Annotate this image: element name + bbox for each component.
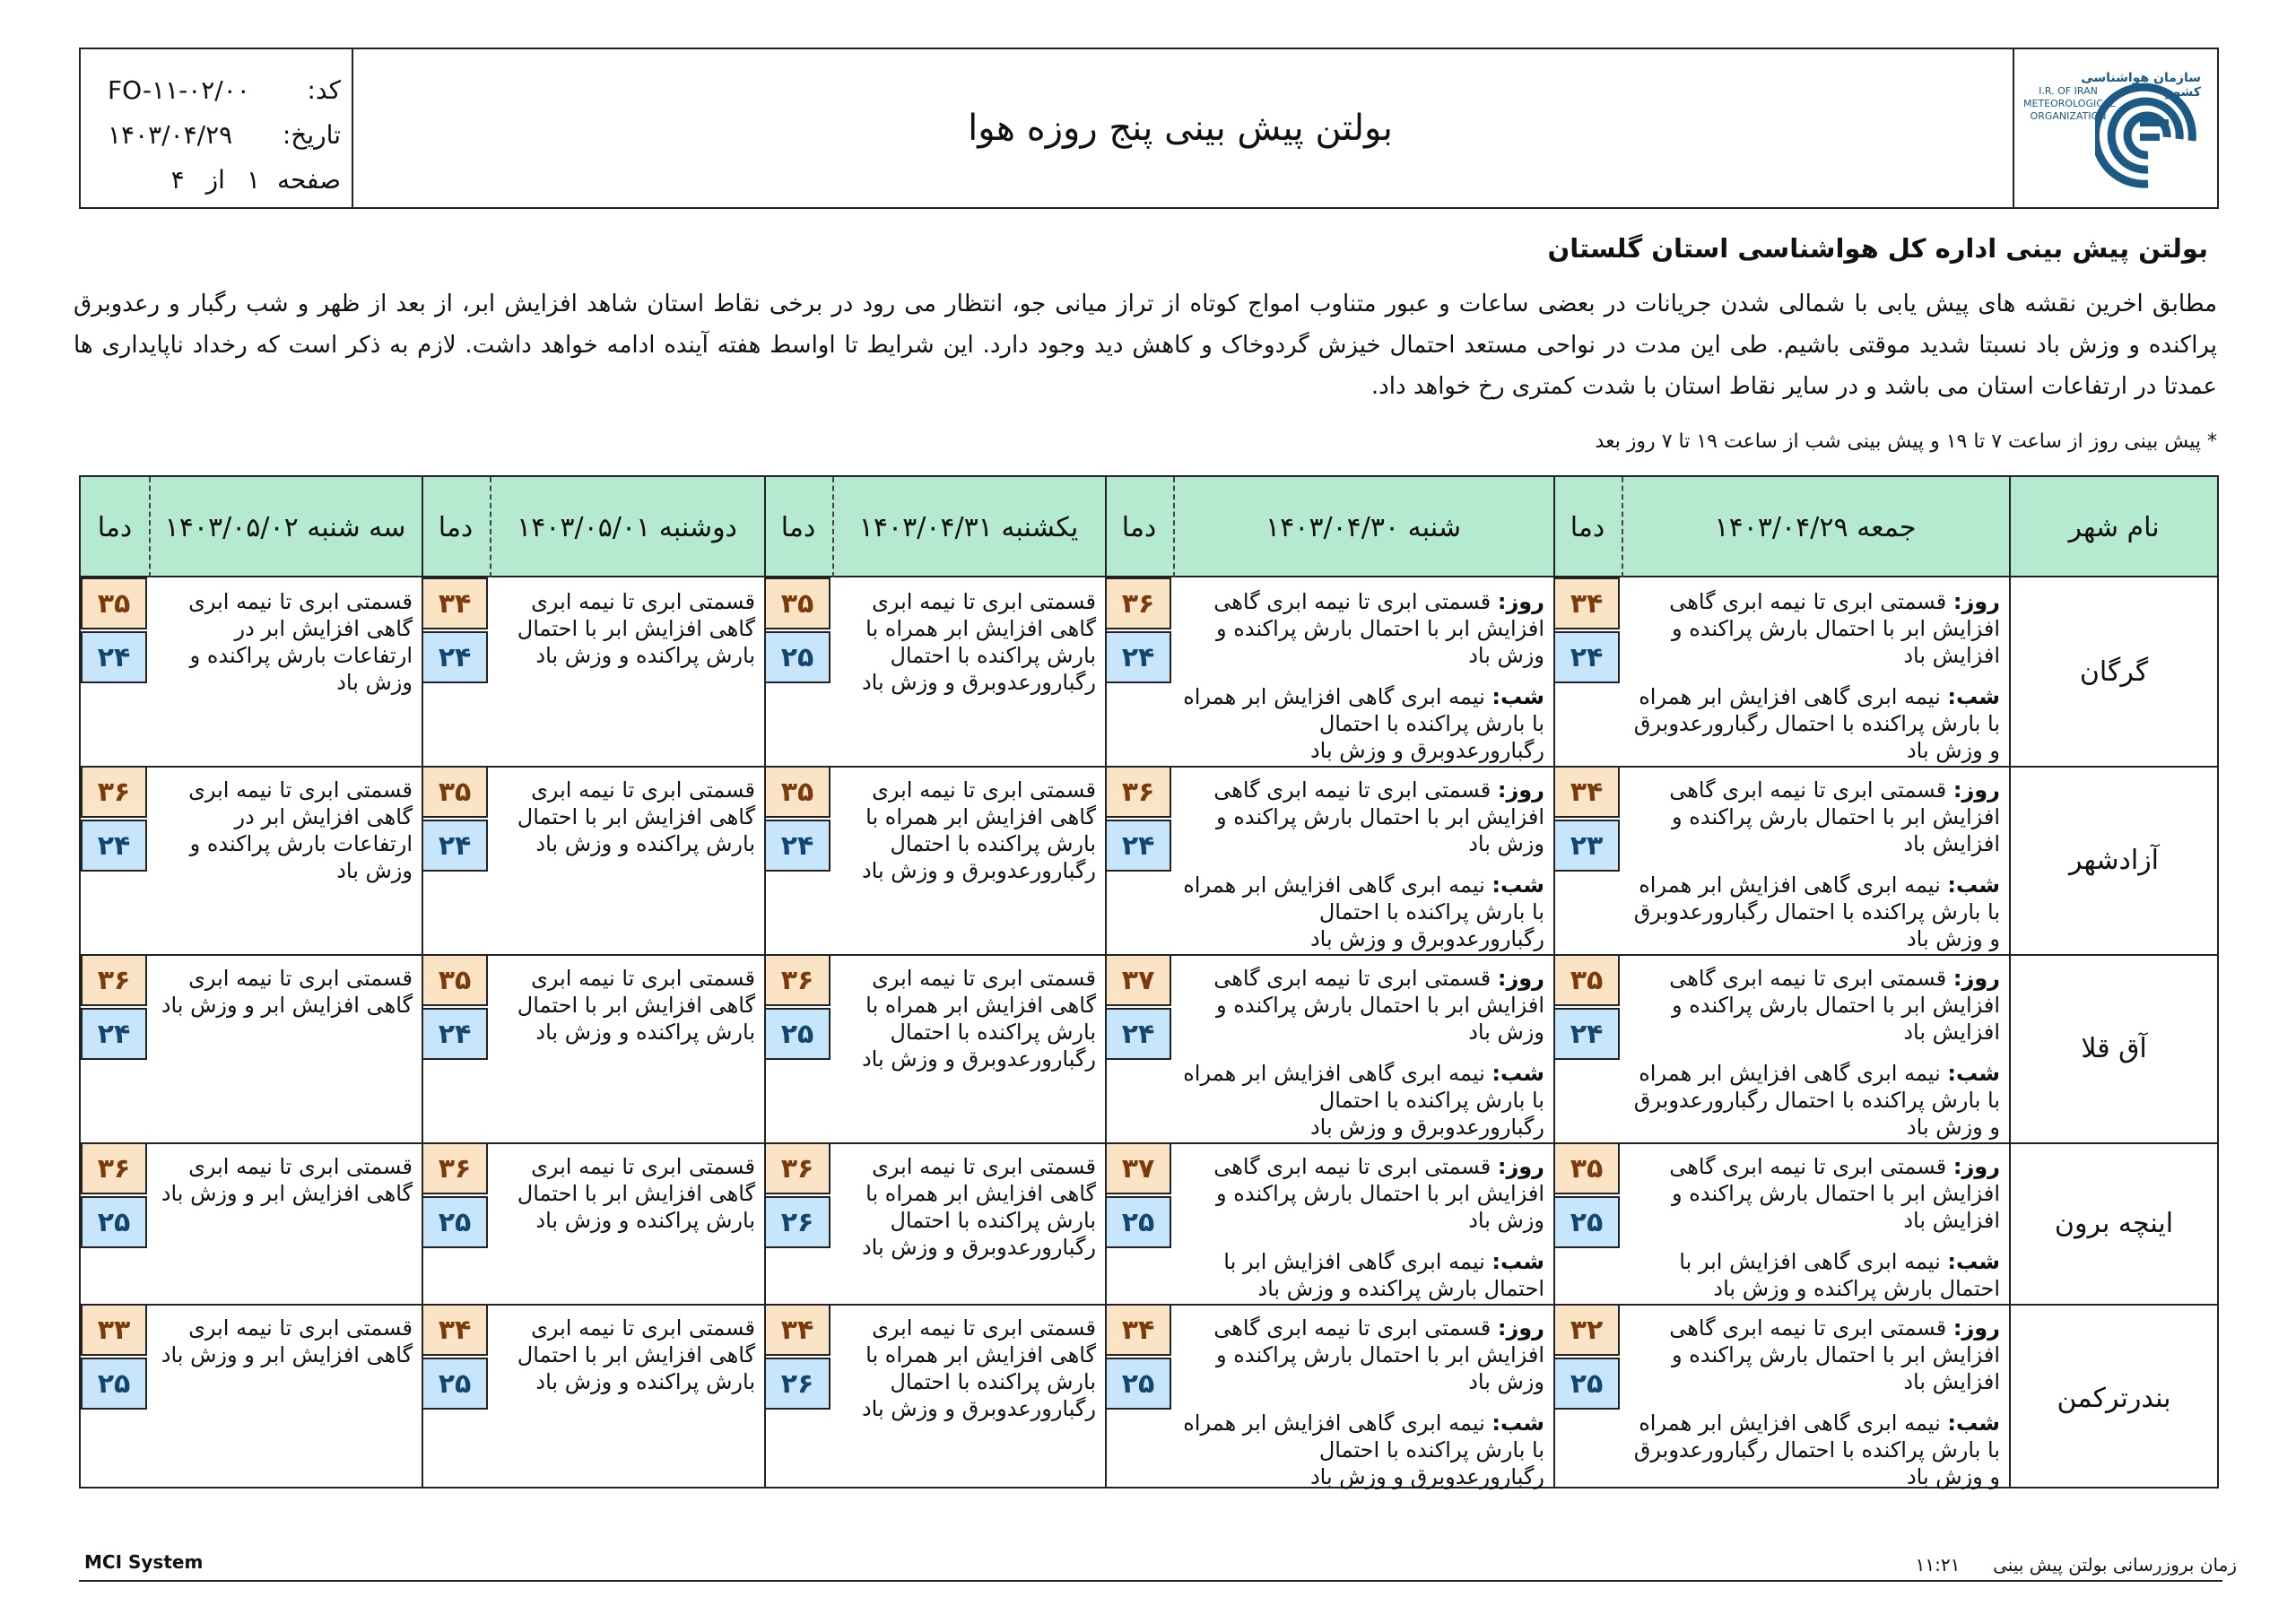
forecast-time-note: * پیش بینی روز از ساعت ۷ تا ۱۹ و پیش بینی شب از ساعت ۱۹ تا ۷ روز بعد [1595, 430, 2217, 453]
night-label: شب: [1492, 1249, 1544, 1274]
day-label: روز: [1497, 1154, 1544, 1179]
min-temperature: ۲۵ [764, 631, 831, 683]
max-temperature: ۳۴ [422, 577, 488, 629]
forecast-text: قسمتی ابری تا نیمه ابری گاهی افزایش ابر همراه با بارش پراکنده با احتمال رگبارورعدوبرق و وزش باد [861, 589, 1096, 695]
logo-spiral-icon [2095, 69, 2201, 193]
max-temperature: ۳۶ [81, 954, 147, 1006]
day-label: روز: [1497, 777, 1544, 803]
day-forecast [1629, 588, 2000, 669]
section-heading: بولتن پیش بینی اداره کل هواشناسی استان گلستان [1547, 233, 2208, 264]
irimo-logo [2022, 58, 2201, 202]
min-temperature: ۲۴ [81, 1008, 147, 1060]
code-label: کد: [307, 74, 341, 105]
night-forecast-text: نیمه ابری گاهی افزایش ابر همراه با بارش پراکنده با احتمال رگبارورعدوبرق و وزش باد [1633, 1061, 2000, 1140]
bulletin-header [79, 48, 2219, 209]
day-label: روز: [1952, 589, 2000, 614]
forecast-text [1180, 965, 1544, 1141]
forecast-text [1629, 1153, 2000, 1302]
min-temperature: ۲۴ [1553, 631, 1620, 683]
date-value: ۱۴۰۳/۰۴/۲۹ [108, 119, 233, 150]
day-forecast [1629, 1153, 2000, 1234]
logo-text-fa: سازمان هواشناسی کشور [2081, 71, 2201, 100]
day-forecast [1629, 965, 2000, 1046]
night-forecast-text: نیمه ابری گاهی افزایش ابر همراه با بارش پراکنده با احتمال رگبارورعدوبرق و وزش باد [1183, 1410, 1544, 1489]
synoptic-summary: مطابق اخرین نقشه های پیش یابی با شمالی شدن جریانات در بعضی ساعات و عبور متناوب امواج کوتاه از تراز میانی جو، انتظار می رود در برخی نقاط استان شاهد افزایش ابر، از بعد از ظهر و شب رگبار و رعدوبرق پراکنده و وزش باد نسبتا شدید موقتی باشیم. طی این مدت در نواحی مستعد احتمال خیزش گردوخاک و کاهش دید وجود دارد. این شرایط تا اواسط هفته آینده ادامه خواهد داشت. لازم به ذکر است که رخداد ناپایداری ها عمدتا در ارتفاعات استان می باشد و در سایر نقاط استان با شدت کمتری رخ خواهد داد. [74, 291, 2217, 400]
day-forecast [1629, 777, 2000, 857]
day-column-header: یکشنبه ۱۴۰۳/۰۴/۳۱ [858, 511, 1079, 543]
footer-system: MCI System [84, 1551, 204, 1573]
max-temperature: ۳۶ [1105, 766, 1171, 818]
temp-column-header: دما [1121, 511, 1157, 543]
night-forecast-text: نیمه ابری گاهی افزایش ابر همراه با بارش پراکنده با احتمال رگبارورعدوبرق و وزش باد [1633, 1410, 2000, 1489]
night-forecast-text: نیمه ابری گاهی افزایش ابر همراه با بارش پراکنده با احتمال رگبارورعدوبرق و وزش باد [1633, 872, 2000, 951]
min-temperature: ۲۶ [764, 1196, 831, 1248]
logo-text-en: I.R. OF IRAN METEOROLOGICAL ORGANIZATION [2023, 85, 2116, 122]
page-label: صفحه [276, 164, 341, 195]
min-temperature: ۲۳ [1553, 820, 1620, 872]
min-temperature: ۲۴ [81, 820, 147, 872]
day-label: روز: [1952, 966, 2000, 991]
day-forecast [1180, 1153, 1544, 1234]
max-temperature: ۳۲ [1553, 1304, 1620, 1356]
night-label: شب: [1947, 1410, 2000, 1436]
forecast-table [79, 475, 2219, 1488]
day-forecast-text: قسمتی ابری تا نیمه ابری گاهی افزایش ابر با احتمال بارش پراکنده و وزش باد [1213, 1154, 1544, 1233]
forecast-text: قسمتی ابری تا نیمه ابری گاهی افزایش ابر همراه با بارش پراکنده با احتمال رگبارورعدوبرق و وزش باد [861, 1315, 1096, 1421]
day-column-header: سه شنبه ۱۴۰۳/۰۵/۰۲ [164, 511, 406, 543]
day-forecast-text: قسمتی ابری تا نیمه ابری گاهی افزایش ابر با احتمال بارش پراکنده و وزش باد [1213, 966, 1544, 1045]
night-forecast [1180, 1248, 1544, 1302]
night-forecast [1180, 872, 1544, 952]
min-temperature: ۲۵ [81, 1358, 147, 1410]
page-of: از [205, 164, 225, 195]
max-temperature: ۳۴ [1105, 1304, 1171, 1356]
max-temperature: ۳۶ [81, 766, 147, 818]
min-temperature: ۲۴ [1105, 1008, 1171, 1060]
day-label: روز: [1497, 1315, 1544, 1341]
forecast-text: قسمتی ابری تا نیمه ابری گاهی افزایش ابر و وزش باد [161, 1154, 413, 1206]
day-forecast-text: قسمتی ابری تا نیمه ابری گاهی افزایش ابر با احتمال بارش پراکنده و افزایش باد [1669, 1315, 2000, 1394]
night-forecast-text: نیمه ابری گاهی افزایش ابر همراه با بارش پراکنده با احتمال رگبارورعدوبرق و وزش باد [1183, 1061, 1544, 1140]
day-forecast [1629, 1315, 2000, 1395]
city-name: بندرترکمن [2057, 1382, 2171, 1414]
forecast-text: قسمتی ابری تا نیمه ابری گاهی افزایش ابر و وزش باد [161, 966, 413, 1018]
min-temperature: ۲۴ [422, 1008, 488, 1060]
day-forecast-text: قسمتی ابری تا نیمه ابری گاهی افزایش ابر با احتمال بارش پراکنده و افزایش باد [1669, 589, 2000, 668]
max-temperature: ۳۵ [81, 577, 147, 629]
max-temperature: ۳۴ [764, 1304, 831, 1356]
night-label: شب: [1947, 1061, 2000, 1086]
night-forecast [1629, 683, 2000, 764]
document-meta [108, 67, 341, 202]
day-label: روز: [1497, 589, 1544, 614]
forecast-text: قسمتی ابری تا نیمه ابری گاهی افزایش ابر با احتمال بارش پراکنده و وزش باد [517, 777, 755, 856]
night-label: شب: [1947, 1249, 2000, 1274]
day-label: روز: [1952, 1154, 2000, 1179]
night-forecast-text: نیمه ابری گاهی افزایش ابر همراه با بارش پراکنده با احتمال رگبارورعدوبرق و وزش باد [1183, 872, 1544, 951]
forecast-text [1180, 1315, 1544, 1490]
min-temperature: ۲۴ [764, 820, 831, 872]
max-temperature: ۳۶ [1105, 577, 1171, 629]
min-temperature: ۲۵ [422, 1196, 488, 1248]
night-forecast-text: نیمه ابری گاهی افزایش ابر همراه با بارش پراکنده با احتمال رگبارورعدوبرق و وزش باد [1633, 684, 2000, 763]
day-forecast [1180, 1315, 1544, 1395]
night-forecast-text: نیمه ابری گاهی افزایش ابر با احتمال بارش پراکنده و وزش باد [1223, 1249, 1544, 1301]
max-temperature: ۳۶ [81, 1142, 147, 1194]
min-temperature: ۲۵ [1553, 1196, 1620, 1248]
forecast-text: قسمتی ابری تا نیمه ابری گاهی افزایش ابر همراه با بارش پراکنده با احتمال رگبارورعدوبرق و وزش باد [861, 1154, 1096, 1260]
temp-column-header: دما [438, 511, 474, 543]
forecast-text: قسمتی ابری تا نیمه ابری گاهی افزایش ابر با احتمال بارش پراکنده و وزش باد [517, 1315, 755, 1394]
forecast-text [1629, 965, 2000, 1141]
forecast-text: قسمتی ابری تا نیمه ابری گاهی افزایش ابر در ارتفاعات بارش پراکنده و وزش باد [188, 589, 413, 695]
max-temperature: ۳۴ [1553, 766, 1620, 818]
min-temperature: ۲۵ [1105, 1196, 1171, 1248]
min-temperature: ۲۴ [1105, 820, 1171, 872]
city-name: آق قلا [2081, 1032, 2147, 1064]
forecast-text [1629, 588, 2000, 764]
header-divider [2013, 49, 2014, 207]
min-temperature: ۲۵ [422, 1358, 488, 1410]
min-temperature: ۲۶ [764, 1358, 831, 1410]
min-temperature: ۲۵ [81, 1196, 147, 1248]
min-temperature: ۲۴ [81, 631, 147, 683]
max-temperature: ۳۵ [1553, 1142, 1620, 1194]
day-forecast [1180, 588, 1544, 669]
bulletin-title: بولتن پیش بینی پنج روزه هوا [968, 108, 1393, 149]
max-temperature: ۳۵ [764, 577, 831, 629]
city-name: اینچه برون [2054, 1207, 2174, 1239]
max-temperature: ۳۷ [1105, 1142, 1171, 1194]
max-temperature: ۳۵ [422, 766, 488, 818]
day-column-header: دوشنبه ۱۴۰۳/۰۵/۰۱ [517, 511, 737, 543]
night-forecast [1180, 1060, 1544, 1141]
day-forecast-text: قسمتی ابری تا نیمه ابری گاهی افزایش ابر با احتمال بارش پراکنده و افزایش باد [1669, 777, 2000, 856]
day-forecast-text: قسمتی ابری تا نیمه ابری گاهی افزایش ابر با احتمال بارش پراکنده و افزایش باد [1669, 966, 2000, 1045]
city-column-header: نام شهر [2068, 511, 2160, 543]
night-forecast [1180, 1410, 1544, 1490]
update-label: زمان بروزرسانی بولتن پیش بینی [1993, 1554, 2237, 1575]
night-forecast-text: نیمه ابری گاهی افزایش ابر با احتمال بارش پراکنده و وزش باد [1679, 1249, 2000, 1301]
forecast-text [1180, 777, 1544, 952]
night-forecast [1629, 1410, 2000, 1490]
day-forecast-text: قسمتی ابری تا نیمه ابری گاهی افزایش ابر با احتمال بارش پراکنده و افزایش باد [1669, 1154, 2000, 1233]
forecast-text: قسمتی ابری تا نیمه ابری گاهی افزایش ابر با احتمال بارش پراکنده و وزش باد [517, 966, 755, 1045]
min-temperature: ۲۵ [764, 1008, 831, 1060]
city-name: آزادشهر [2068, 844, 2160, 876]
forecast-text [1629, 1315, 2000, 1490]
min-temperature: ۲۵ [1553, 1358, 1620, 1410]
max-temperature: ۳۵ [422, 954, 488, 1006]
temp-column-header: دما [780, 511, 816, 543]
day-column-header: شنبه ۱۴۰۳/۰۴/۳۰ [1265, 511, 1461, 543]
footer-update [1916, 1554, 2237, 1575]
night-forecast [1629, 872, 2000, 952]
max-temperature: ۳۳ [81, 1304, 147, 1356]
night-forecast [1629, 1248, 2000, 1302]
code-value: FO-۱۱-۰۲/۰۰ [108, 74, 250, 105]
max-temperature: ۳۶ [764, 954, 831, 1006]
temp-column-header: دما [97, 511, 133, 543]
forecast-text: قسمتی ابری تا نیمه ابری گاهی افزایش ابر با احتمال بارش پراکنده و وزش باد [517, 1154, 755, 1233]
day-forecast [1180, 777, 1544, 857]
forecast-text: قسمتی ابری تا نیمه ابری گاهی افزایش ابر همراه با بارش پراکنده با احتمال رگبارورعدوبرق و وزش باد [861, 777, 1096, 883]
forecast-text [1180, 1153, 1544, 1302]
max-temperature: ۳۶ [422, 1142, 488, 1194]
night-label: شب: [1947, 872, 2000, 898]
night-label: شب: [1492, 872, 1544, 898]
night-forecast-text: نیمه ابری گاهی افزایش ابر همراه با بارش پراکنده با احتمال رگبارورعدوبرق و وزش باد [1183, 684, 1544, 763]
day-forecast-text: قسمتی ابری تا نیمه ابری گاهی افزایش ابر با احتمال بارش پراکنده و وزش باد [1213, 777, 1544, 856]
min-temperature: ۲۴ [1105, 631, 1171, 683]
footer-rule [79, 1580, 2222, 1582]
day-label: روز: [1952, 1315, 2000, 1341]
min-temperature: ۲۵ [1105, 1358, 1171, 1410]
night-label: شب: [1947, 684, 2000, 709]
city-name: گرگان [2079, 655, 2149, 688]
max-temperature: ۳۵ [1553, 954, 1620, 1006]
forecast-text: قسمتی ابری تا نیمه ابری گاهی افزایش ابر همراه با بارش پراکنده با احتمال رگبارورعدوبرق و وزش باد [861, 966, 1096, 1072]
forecast-text [1629, 777, 2000, 952]
day-label: روز: [1952, 777, 2000, 803]
max-temperature: ۳۶ [764, 1142, 831, 1194]
min-temperature: ۲۴ [422, 820, 488, 872]
day-column-header: جمعه ۱۴۰۳/۰۴/۲۹ [1714, 511, 1917, 543]
night-label: شب: [1492, 1061, 1544, 1086]
forecast-text [1180, 588, 1544, 764]
night-forecast [1629, 1060, 2000, 1141]
day-forecast-text: قسمتی ابری تا نیمه ابری گاهی افزایش ابر با احتمال بارش پراکنده و وزش باد [1213, 1315, 1544, 1394]
forecast-text: قسمتی ابری تا نیمه ابری گاهی افزایش ابر با احتمال بارش پراکنده و وزش باد [517, 589, 755, 668]
min-temperature: ۲۴ [1553, 1008, 1620, 1060]
update-time: ۱۱:۲۱ [1915, 1554, 1961, 1575]
max-temperature: ۳۷ [1105, 954, 1171, 1006]
forecast-text: قسمتی ابری تا نیمه ابری گاهی افزایش ابر در ارتفاعات بارش پراکنده و وزش باد [188, 777, 413, 883]
max-temperature: ۳۴ [1553, 577, 1620, 629]
day-label: روز: [1497, 966, 1544, 991]
min-temperature: ۲۴ [422, 631, 488, 683]
day-forecast-text: قسمتی ابری تا نیمه ابری گاهی افزایش ابر با احتمال بارش پراکنده و وزش باد [1213, 589, 1544, 668]
date-label: تاریخ: [282, 119, 341, 150]
page-total: ۴ [170, 164, 185, 195]
night-forecast [1180, 683, 1544, 764]
page-number: ۱ [246, 164, 260, 195]
max-temperature: ۳۵ [764, 766, 831, 818]
night-label: شب: [1492, 684, 1544, 709]
day-forecast [1180, 965, 1544, 1046]
forecast-text: قسمتی ابری تا نیمه ابری گاهی افزایش ابر و وزش باد [161, 1315, 413, 1367]
page-indicator [108, 165, 260, 195]
temp-column-header: دما [1570, 511, 1605, 543]
max-temperature: ۳۴ [422, 1304, 488, 1356]
night-label: شب: [1492, 1410, 1544, 1436]
